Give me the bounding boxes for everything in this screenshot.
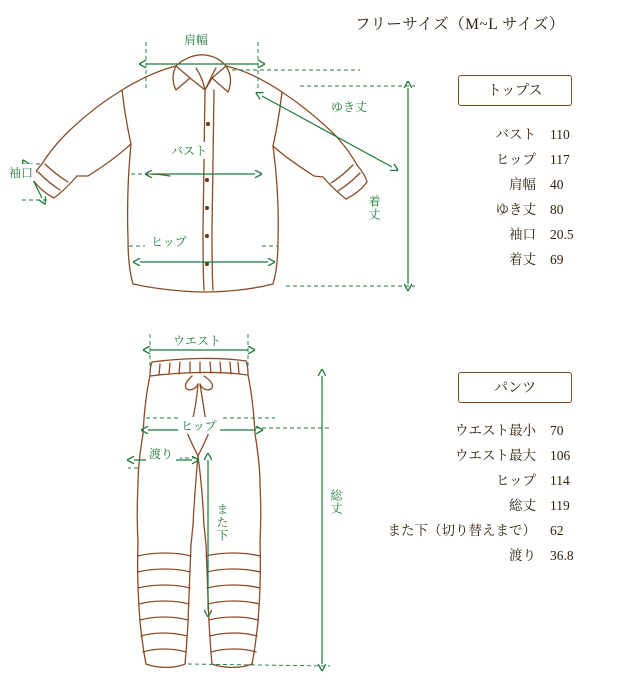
tops-measurement-list	[398, 122, 594, 272]
measurement-label: ウエスト最小	[455, 423, 536, 438]
measurement-label: ゆき丈	[495, 202, 536, 217]
measurement-value: 20.5	[550, 227, 574, 242]
measurement-value: 69	[550, 252, 564, 267]
measurement-row	[398, 222, 594, 247]
measurement-value: 106	[550, 448, 571, 463]
pants-label-inseam: また下	[214, 500, 231, 545]
measurement-row	[372, 543, 594, 568]
measurement-label: 袖口	[509, 227, 536, 242]
measurement-row	[398, 147, 594, 172]
pants-label-thigh: 渡り	[146, 445, 176, 462]
measurement-row	[372, 443, 594, 468]
measurement-row	[398, 247, 594, 272]
measurement-label: また下（切り替えまで）	[387, 523, 536, 538]
measurement-label: ウエスト最大	[455, 448, 536, 463]
measurement-label: バスト	[495, 127, 536, 142]
measurement-row	[398, 122, 594, 147]
measurement-label: ヒップ	[495, 473, 536, 488]
page-title: フリーサイズ（M~L サイズ）	[355, 16, 565, 33]
tops-label-body-length: 着丈	[366, 192, 383, 224]
measurement-value: 119	[550, 498, 570, 513]
measurement-value: 62	[550, 523, 564, 538]
measurement-row	[372, 493, 594, 518]
tops-label-shoulder: 肩幅	[181, 31, 211, 48]
measurement-value: 117	[550, 152, 570, 167]
measurement-row	[372, 418, 594, 443]
pants-measurement-list	[372, 418, 594, 568]
measurement-value: 40	[550, 177, 564, 192]
measurement-label: 着丈	[509, 252, 536, 267]
pants-label-total-length: 総丈	[328, 486, 345, 518]
tops-label-hip: ヒップ	[148, 233, 190, 250]
tops-label-cuff: 袖口	[6, 164, 36, 181]
pants-label-hip: ヒップ	[178, 417, 220, 434]
measurement-value: 80	[550, 202, 564, 217]
tops-illustration-svg	[0, 24, 440, 299]
measurement-value: 110	[550, 127, 570, 142]
measurement-value: 36.8	[550, 548, 574, 563]
measurement-value: 70	[550, 423, 564, 438]
measurement-row	[372, 518, 594, 543]
pants-section-title: パンツ	[458, 372, 572, 403]
tops-label-bust: バスト	[168, 142, 210, 159]
tops-diagram	[0, 24, 440, 299]
pants-label-waist: ウエスト	[170, 332, 224, 349]
measurement-label: ヒップ	[495, 152, 536, 167]
measurement-label: 肩幅	[509, 177, 536, 192]
measurement-label: 総丈	[509, 498, 536, 513]
measurement-row	[372, 468, 594, 493]
measurement-row	[398, 197, 594, 222]
tops-section-title: トップス	[458, 75, 572, 106]
pants-diagram	[60, 318, 390, 690]
measurement-row	[398, 172, 594, 197]
tops-label-sleeve-length: ゆき丈	[328, 98, 370, 115]
measurement-label: 渡り	[509, 548, 536, 563]
measurement-value: 114	[550, 473, 570, 488]
